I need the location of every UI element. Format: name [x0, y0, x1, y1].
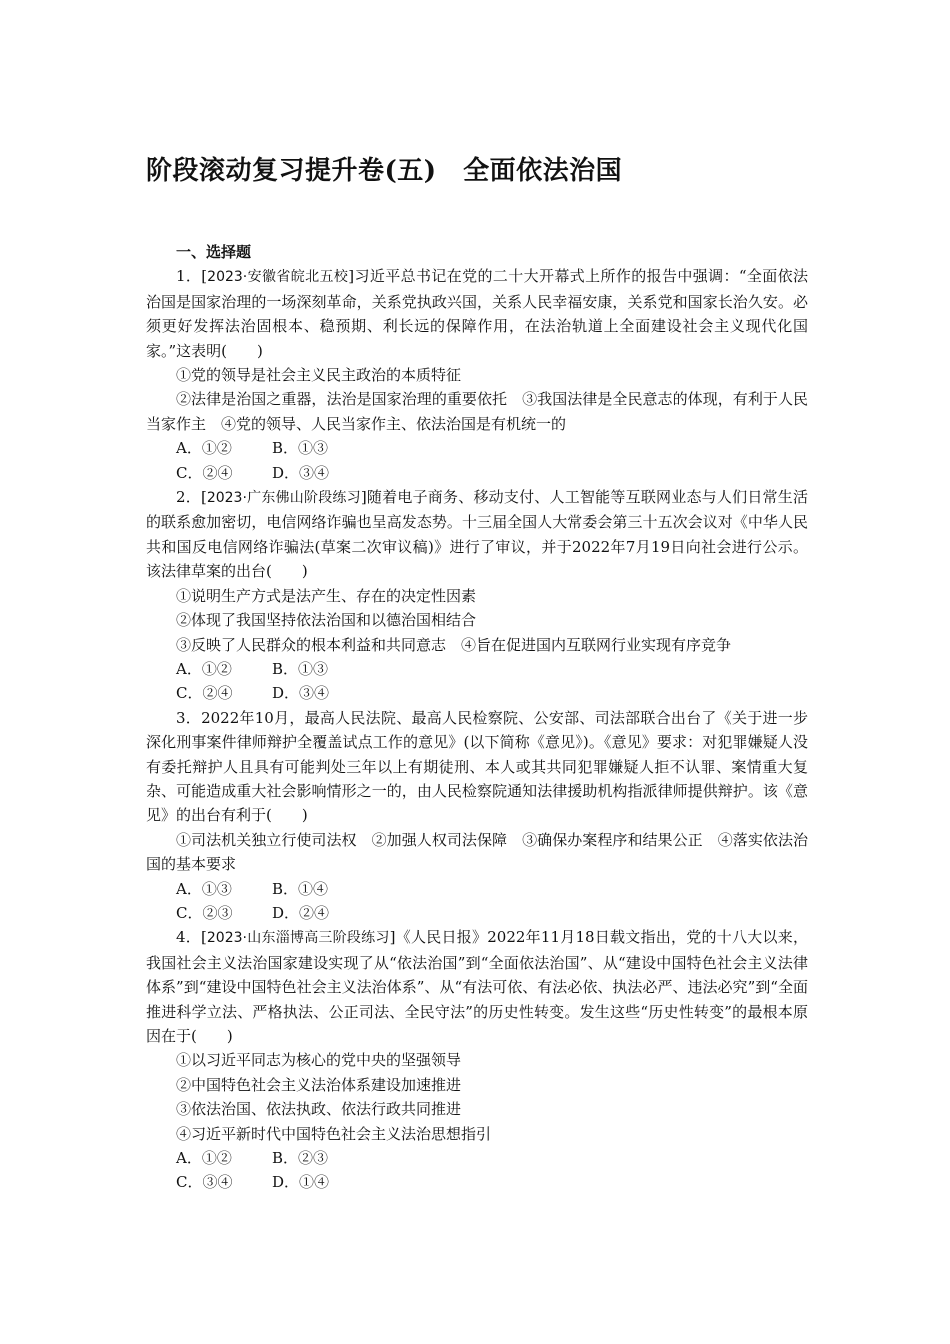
option-d: D．②④	[272, 903, 330, 922]
statement-item: ②中国特色社会主义法治体系建设加速推进	[176, 1075, 462, 1094]
question-stem: 2．[2023·广东佛山阶段练习]随着电子商务、移动支付、人工智能等互联网业态与人们日常生活的联系愈加密切，电信网络诈骗也呈高发态势。十三届全国人大常委会第三十五次会议对《中华人民共和国反电信网络诈骗法(草案二次审议稿)》进行了审议，并于2022年7月19日向社会进行公示。该法律草案的出台( )	[146, 488, 808, 581]
option-b: B．①④	[272, 879, 329, 898]
page-title: 阶段滚动复习提升卷(五) 全面依法治国	[146, 156, 623, 186]
option-b: B．①③	[272, 439, 329, 458]
question-stem: 4．[2023·山东淄博高三阶段练习]《人民日报》2022年11月18日载文指出，党的十八大以来，我国社会主义法治国家建设实现了从“依法治国”到“全面依法治国”、从“建设中国特色社会主义法律体系”到“建设中国特色社会主义法治体系”、从“有法可依、有法必依、执法必严、违法必究”到“全面推进科学立法、严格执法、公正司法、全民守法”的历史性转变。发生这些“历史性转变”的最根本原因在于( )	[146, 928, 808, 1045]
option-b: B．②③	[272, 1149, 329, 1168]
question-1	[146, 264, 808, 485]
answer-options-row	[146, 657, 808, 681]
section-heading: 一、选择题	[176, 243, 252, 261]
option-d: D．③④	[272, 684, 330, 703]
option-a: A．①②	[176, 659, 232, 678]
answer-options-row	[146, 1170, 808, 1194]
question-source: 2023·山东淄博高三阶段练习	[206, 930, 390, 947]
statement-item: ①党的领导是社会主义民主政治的本质特征	[176, 366, 462, 385]
option-c: C．②④	[176, 684, 233, 703]
question-3	[146, 706, 808, 926]
statement-item: ①司法机关独立行使司法权 ②加强人权司法保障 ③确保办案程序和结果公正 ④落实依法治国的基本要求	[146, 830, 808, 874]
statement-item: ①以习近平同志为核心的党中央的坚强领导	[176, 1051, 462, 1070]
option-a: A．①③	[176, 879, 232, 898]
question-4	[146, 925, 808, 1194]
answer-options-row	[146, 877, 808, 901]
statement-item: ①说明生产方式是法产生、存在的决定性因素	[176, 586, 477, 605]
answer-options-row	[146, 461, 808, 485]
option-c: C．③④	[176, 1173, 233, 1192]
option-a: A．①②	[176, 439, 232, 458]
statement-item: ③反映了人民群众的根本利益和共同意志 ④旨在促进国内互联网行业实现有序竞争	[176, 635, 732, 654]
answer-options-row	[146, 681, 808, 705]
question-2	[146, 485, 808, 706]
statement-item: ②法律是治国之重器，法治是国家治理的重要依托 ③我国法律是全民意志的体现，有利于人民当家作主 ④党的领导、人民当家作主、依法治国是有机统一的	[146, 390, 808, 433]
option-d: D．①④	[272, 1173, 330, 1192]
option-c: C．②③	[176, 903, 233, 922]
answer-options-row	[146, 436, 808, 460]
statement-item: ④习近平新时代中国特色社会主义法治思想指引	[176, 1124, 492, 1143]
statement-item: ③依法治国、依法执政、依法行政共同推进	[176, 1100, 462, 1119]
option-a: A．①②	[176, 1149, 232, 1168]
question-source: 2023·广东佛山阶段练习	[206, 490, 361, 507]
option-c: C．②④	[176, 463, 233, 482]
answer-options-row	[146, 1146, 808, 1170]
option-d: D．③④	[272, 463, 330, 482]
question-stem: 3．2022年10月，最高人民法院、最高人民检察院、公安部、司法部联合出台了《关于进一步深化刑事案件律师辩护全覆盖试点工作的意见》(以下简称《意见》)。《意见》要求：对犯罪嫌疑人没有委托辩护人且具有可能判处三年以上有期徒刑、本人或其共同犯罪嫌疑人拒不认罪、案情重大复杂、可能造成重大社会影响情形之一的，由人民检察院通知法律援助机构指派律师提供辩护。该《意见》的出台有利于( )	[146, 708, 808, 825]
answer-options-row	[146, 901, 808, 925]
question-stem: 1．[2023·安徽省皖北五校]习近平总书记在党的二十大开幕式上所作的报告中强调：“全面依法治国是国家治理的一场深刻革命，关系党执政兴国，关系人民幸福安康，关系党和国家长治久安。必须更好发挥法治固根本、稳预期、利长远的保障作用，在法治轨道上全面建设社会主义现代化国家。”这表明( )	[146, 267, 808, 360]
statement-item: ②体现了我国坚持依法治国和以德治国相结合	[176, 611, 477, 630]
question-source: 2023·安徽省皖北五校	[207, 269, 349, 286]
option-b: B．①③	[272, 659, 329, 678]
document-body	[146, 240, 808, 1195]
